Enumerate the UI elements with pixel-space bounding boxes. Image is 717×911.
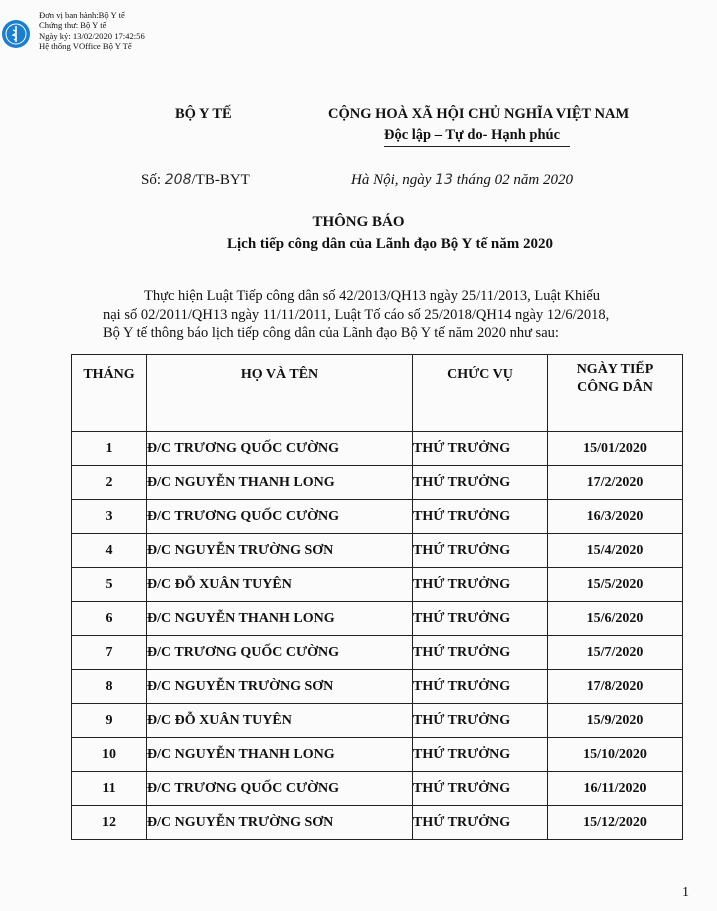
table-row — [72, 704, 683, 738]
cell-name: Đ/C TRƯƠNG QUỐC CƯỜNG — [147, 432, 413, 466]
cell-date: 15/6/2020 — [548, 602, 683, 636]
motto-underline — [384, 146, 570, 147]
cell-month: 12 — [72, 806, 147, 840]
body-line-2: nại số 02/2011/QH13 ngày 11/11/2011, Luật Tố cáo số 25/2018/QH14 ngày 12/6/2018, — [103, 306, 610, 323]
table-row — [72, 806, 683, 840]
place-date-suffix: tháng 02 năm 2020 — [456, 172, 573, 188]
cell-date: 15/7/2020 — [548, 636, 683, 670]
cell-name: Đ/C NGUYỄN TRƯỜNG SƠN — [147, 806, 413, 840]
header-reception-date — [548, 355, 683, 432]
cell-month: 4 — [72, 534, 147, 568]
cell-position: THỨ TRƯỞNG — [413, 534, 548, 568]
header-full-name: HỌ VÀ TÊN — [147, 355, 413, 432]
table-row — [72, 432, 683, 466]
notice-title: THÔNG BÁO — [312, 214, 405, 230]
body-line-3: Bộ Y tế thông báo lịch tiếp công dân của Lãnh đạo Bộ Y tế năm 2020 như sau: — [103, 325, 559, 341]
cell-name: Đ/C NGUYỄN THANH LONG — [147, 738, 413, 772]
header-position: CHỨC VỤ — [413, 355, 548, 432]
cell-name: Đ/C ĐỖ XUÂN TUYÊN — [147, 704, 413, 738]
cell-position: THỨ TRƯỞNG — [413, 738, 548, 772]
cell-position: THỨ TRƯỞNG — [413, 806, 548, 840]
page-number: 1 — [682, 885, 689, 900]
cell-position: THỨ TRƯỞNG — [413, 432, 548, 466]
table-row — [72, 568, 683, 602]
header-month: THÁNG — [72, 355, 147, 432]
cell-position: THỨ TRƯỞNG — [413, 568, 548, 602]
cell-date: 17/8/2020 — [548, 670, 683, 704]
doc-number-prefix: Số: — [141, 172, 162, 188]
table-row — [72, 602, 683, 636]
header-reception-date-line-1: NGÀY TIẾP — [576, 362, 654, 377]
cell-date: 15/12/2020 — [548, 806, 683, 840]
table-row — [72, 534, 683, 568]
cell-month: 5 — [72, 568, 147, 602]
cell-date: 16/3/2020 — [548, 500, 683, 534]
stamp-line-signed-date: Ngày ký: 13/02/2020 17:42:56 — [39, 30, 145, 41]
doc-number-handwritten: 208 — [164, 172, 192, 188]
cell-position: THỨ TRƯỞNG — [413, 670, 548, 704]
cell-month: 3 — [72, 500, 147, 534]
table-row — [72, 772, 683, 806]
cell-name: Đ/C ĐỖ XUÂN TUYÊN — [147, 568, 413, 602]
ministry-of-health-logo-icon — [2, 20, 30, 48]
table-row — [72, 466, 683, 500]
stamp-line-certificate: Chứng thư: Bộ Y tế — [39, 20, 107, 31]
doc-number-suffix: /TB-BYT — [191, 172, 250, 188]
cell-position: THỨ TRƯỞNG — [413, 636, 548, 670]
cell-date: 17/2/2020 — [548, 466, 683, 500]
date-day-handwritten: 13 — [435, 172, 453, 188]
cell-month: 10 — [72, 738, 147, 772]
schedule-table — [71, 354, 683, 840]
table-row — [72, 636, 683, 670]
cell-name: Đ/C NGUYỄN TRƯỜNG SƠN — [147, 670, 413, 704]
cell-date: 15/10/2020 — [548, 738, 683, 772]
stamp-line-system: Hệ thống VOffice Bộ Y Tế — [39, 41, 132, 52]
notice-body — [103, 287, 683, 343]
cell-month: 6 — [72, 602, 147, 636]
digital-signature-stamp — [2, 10, 152, 60]
notice-subtitle: Lịch tiếp công dân của Lãnh đạo Bộ Y tế năm 2020 — [226, 236, 553, 252]
stamp-line-issuer: Đơn vị ban hành:Bộ Y tế — [39, 10, 125, 20]
cell-name: Đ/C TRƯƠNG QUỐC CƯỜNG — [147, 500, 413, 534]
table-row — [72, 670, 683, 704]
cell-position: THỨ TRƯỞNG — [413, 500, 548, 534]
cell-position: THỨ TRƯỞNG — [413, 704, 548, 738]
cell-month: 2 — [72, 466, 147, 500]
cell-date: 15/4/2020 — [548, 534, 683, 568]
republic-name: CỘNG HOÀ XÃ HỘI CHỦ NGHĨA VIỆT NAM — [328, 106, 630, 122]
cell-month: 9 — [72, 704, 147, 738]
place-and-date — [351, 172, 573, 189]
cell-date: 15/5/2020 — [548, 568, 683, 602]
stamp-text — [39, 10, 145, 52]
cell-date: 16/11/2020 — [548, 772, 683, 806]
place-date-prefix: Hà Nội, ngày — [351, 172, 432, 188]
cell-month: 11 — [72, 772, 147, 806]
cell-position: THỨ TRƯỞNG — [413, 466, 548, 500]
national-motto: Độc lập – Tự do- Hạnh phúc — [384, 127, 561, 143]
cell-name: Đ/C TRƯƠNG QUỐC CƯỜNG — [147, 772, 413, 806]
cell-name: Đ/C TRƯƠNG QUỐC CƯỜNG — [147, 636, 413, 670]
cell-name: Đ/C NGUYỄN THANH LONG — [147, 466, 413, 500]
cell-month: 8 — [72, 670, 147, 704]
table-row — [72, 738, 683, 772]
cell-name: Đ/C NGUYỄN THANH LONG — [147, 602, 413, 636]
table-row — [72, 500, 683, 534]
header-reception-date-line-2: CÔNG DÂN — [577, 380, 653, 395]
cell-name: Đ/C NGUYỄN TRƯỜNG SƠN — [147, 534, 413, 568]
document-number — [141, 172, 250, 189]
cell-month: 7 — [72, 636, 147, 670]
ministry-name: BỘ Y TẾ — [175, 106, 232, 122]
cell-date: 15/9/2020 — [548, 704, 683, 738]
cell-date: 15/01/2020 — [548, 432, 683, 466]
cell-position: THỨ TRƯỞNG — [413, 772, 548, 806]
cell-month: 1 — [72, 432, 147, 466]
table-header-row — [72, 355, 683, 432]
cell-position: THỨ TRƯỞNG — [413, 602, 548, 636]
body-line-1: Thực hiện Luật Tiếp công dân số 42/2013/QH13 ngày 25/11/2013, Luật Khiếu — [144, 288, 600, 304]
